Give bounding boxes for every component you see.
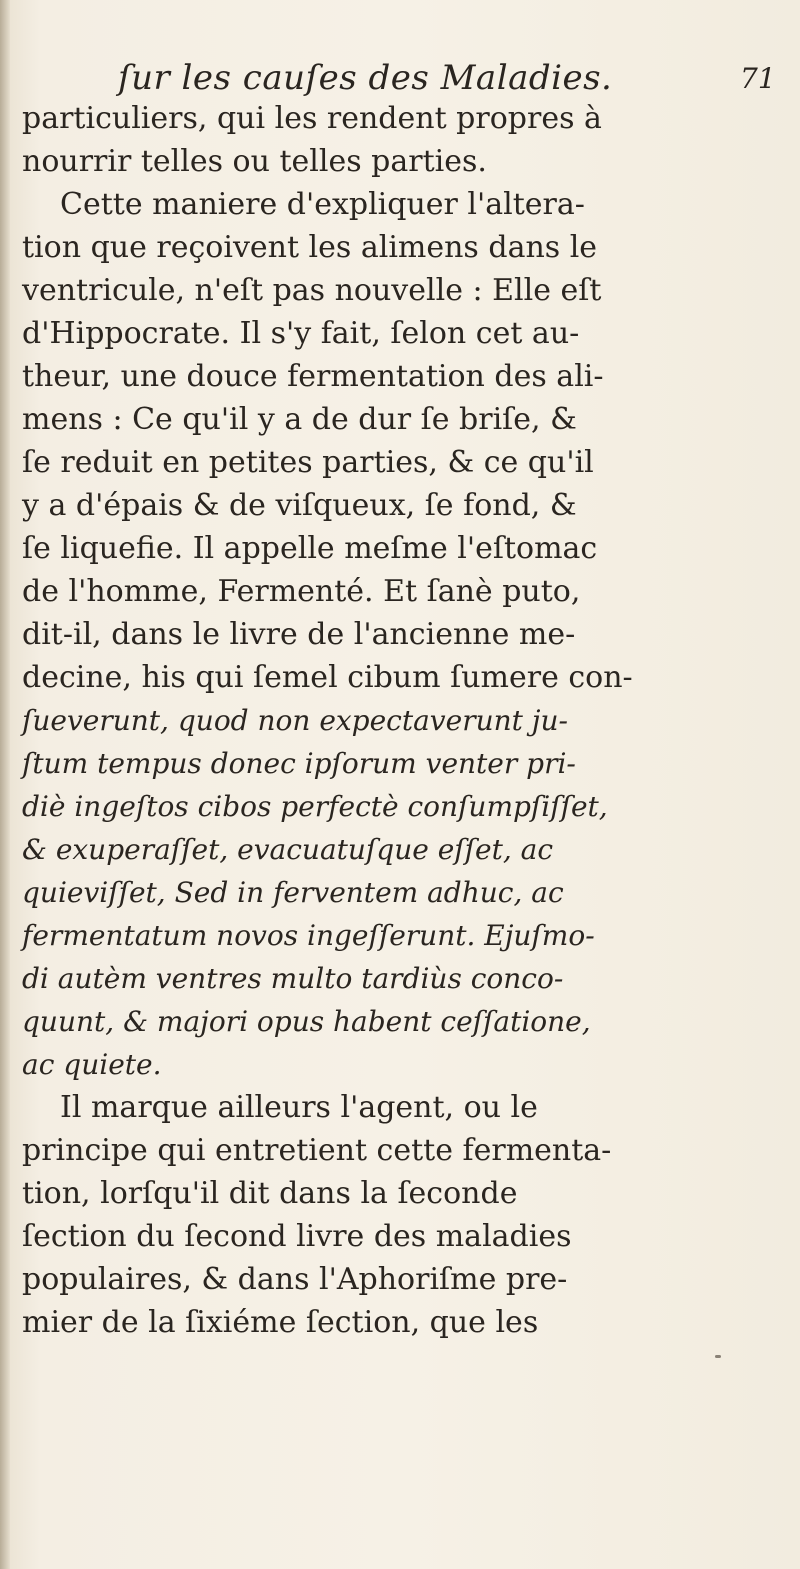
- text-line: diè ingeſtos cibos perfectè conſumpſiſſet,: [22, 790, 608, 823]
- text-line: de l'homme, Fermenté. Et ſanè puto,: [22, 574, 581, 609]
- text-line: ac quiete.: [22, 1048, 162, 1081]
- page-gutter: [0, 0, 10, 1569]
- page-number: 71: [740, 62, 776, 95]
- text-line: ſe liquefie. Il appelle meſme l'eſtomac: [22, 531, 598, 566]
- text-line: ſueverunt, quod non expectaverunt ju-: [22, 704, 568, 737]
- text-line: & exuperaſſet, evacuatuſque eſſet, ac: [22, 833, 554, 866]
- text-line: dit-il, dans le livre de l'ancienne me-: [22, 617, 576, 652]
- text-line: quunt, & majori opus habent ceſſatione,: [22, 1005, 591, 1038]
- text-line: fermentatum novos ingeſſerunt. Ejuſmo-: [22, 919, 595, 952]
- text-line: principe qui entretient cette fermenta-: [22, 1133, 612, 1168]
- text-line: Il marque ailleurs l'agent, ou le: [60, 1090, 538, 1125]
- text-line: tion, lorſqu'il dit dans la ſeconde: [22, 1176, 518, 1211]
- page-header: [0, 58, 800, 102]
- text-line: ſe reduit en petites parties, & ce qu'il: [22, 445, 594, 480]
- text-line: quieviſſet, Sed in ferventem adhuc, ac: [22, 876, 564, 909]
- ink-smudge: [715, 1355, 721, 1358]
- text-line: theur, une douce fermentation des ali-: [22, 359, 604, 394]
- text-line: nourrir telles ou telles parties.: [22, 144, 487, 179]
- text-line: Cette maniere d'expliquer l'altera-: [60, 187, 585, 222]
- text-line: particuliers, qui les rendent propres à: [22, 101, 602, 136]
- text-line: ventricule, n'eſt pas nouvelle : Elle eſt: [22, 273, 602, 308]
- text-line: tion que reçoivent les alimens dans le: [22, 230, 598, 265]
- text-line: mier de la ſixiéme ſection, que les: [22, 1305, 539, 1340]
- text-line: di autèm ventres multo tardiùs conco-: [22, 962, 564, 995]
- text-line: ſection du ſecond livre des maladies: [22, 1219, 572, 1254]
- running-title: ſur les cauſes des Maladies.: [118, 58, 613, 98]
- text-line: ſtum tempus donec ipſorum venter pri-: [22, 747, 576, 780]
- text-line: decine, his qui ſemel cibum ſumere con-: [22, 660, 633, 695]
- text-line: populaires, & dans l'Aphoriſme pre-: [22, 1262, 568, 1297]
- text-line: mens : Ce qu'il y a de dur ſe briſe, &: [22, 402, 577, 437]
- text-line: d'Hippocrate. Il s'y fait, ſelon cet au-: [22, 316, 580, 351]
- text-line: y a d'épais & de viſqueux, ſe fond, &: [22, 488, 577, 523]
